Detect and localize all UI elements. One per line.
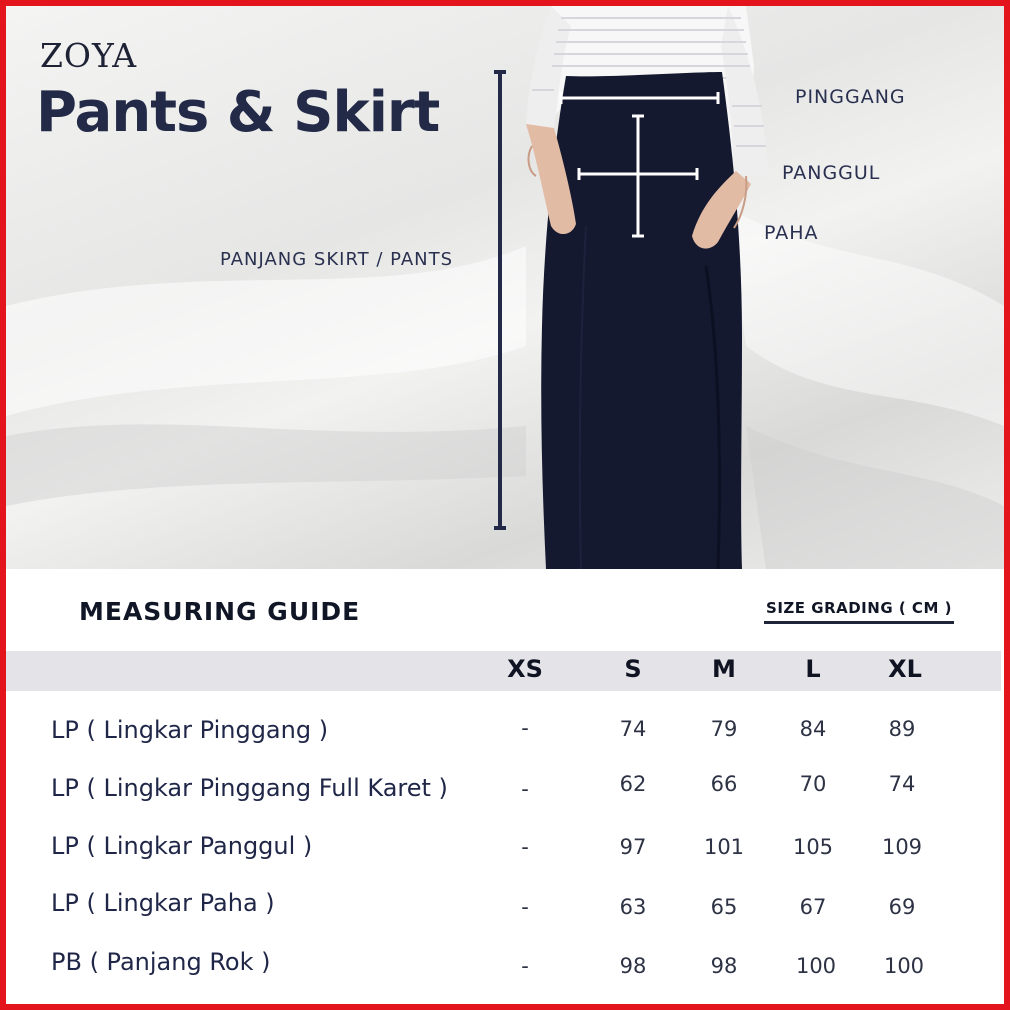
row-label-waist-elastic: LP ( Lingkar Pinggang Full Karet ) (51, 774, 448, 802)
row-label-hip: LP ( Lingkar Panggul ) (51, 832, 313, 860)
table-cell: - (521, 895, 529, 919)
table-cell: 101 (703, 835, 745, 859)
table-cell: 67 (799, 895, 827, 919)
table-cell: 74 (888, 772, 916, 796)
table-cell: 105 (792, 835, 834, 859)
size-grading-label: SIZE GRADING ( CM ) (764, 599, 954, 624)
length-label: PANJANG SKIRT / PANTS (220, 249, 454, 270)
size-header-s: S (624, 655, 642, 683)
table-cell: 65 (710, 895, 738, 919)
table-cell: - (521, 835, 529, 859)
size-header-xl: XL (888, 655, 922, 683)
product-photo-section (6, 6, 1004, 569)
table-cell: 66 (710, 772, 738, 796)
table-cell: 63 (619, 895, 647, 919)
table-cell: 98 (619, 954, 647, 978)
waist-label: PINGGANG (795, 86, 906, 108)
table-cell: 100 (795, 954, 837, 978)
table-cell: 98 (710, 954, 738, 978)
guide-title: MEASURING GUIDE (79, 597, 361, 626)
thigh-label: PAHA (764, 222, 819, 244)
table-cell: 69 (888, 895, 916, 919)
table-cell: 97 (619, 835, 647, 859)
size-header-xs: XS (507, 655, 543, 683)
table-cell: - (521, 777, 529, 801)
size-header-m: M (712, 655, 736, 683)
table-cell: 84 (799, 717, 827, 741)
table-cell: 62 (619, 772, 647, 796)
row-label-length: PB ( Panjang Rok ) (51, 948, 271, 976)
brand-logo: ZOYA (40, 36, 138, 75)
table-cell: 109 (881, 835, 923, 859)
table-cell: 70 (799, 772, 827, 796)
page-title: Pants & Skirt (36, 80, 440, 145)
measuring-guide (6, 569, 1004, 1010)
table-cell: 74 (619, 717, 647, 741)
table-cell: 89 (888, 717, 916, 741)
hip-label: PANGGUL (782, 162, 881, 184)
row-label-waist: LP ( Lingkar Pinggang ) (51, 716, 329, 744)
table-cell: 79 (710, 717, 738, 741)
table-cell: - (521, 954, 529, 978)
row-label-thigh: LP ( Lingkar Paha ) (51, 889, 275, 917)
table-cell: - (521, 716, 529, 740)
table-cell: 100 (883, 954, 925, 978)
size-header-l: L (805, 655, 821, 683)
